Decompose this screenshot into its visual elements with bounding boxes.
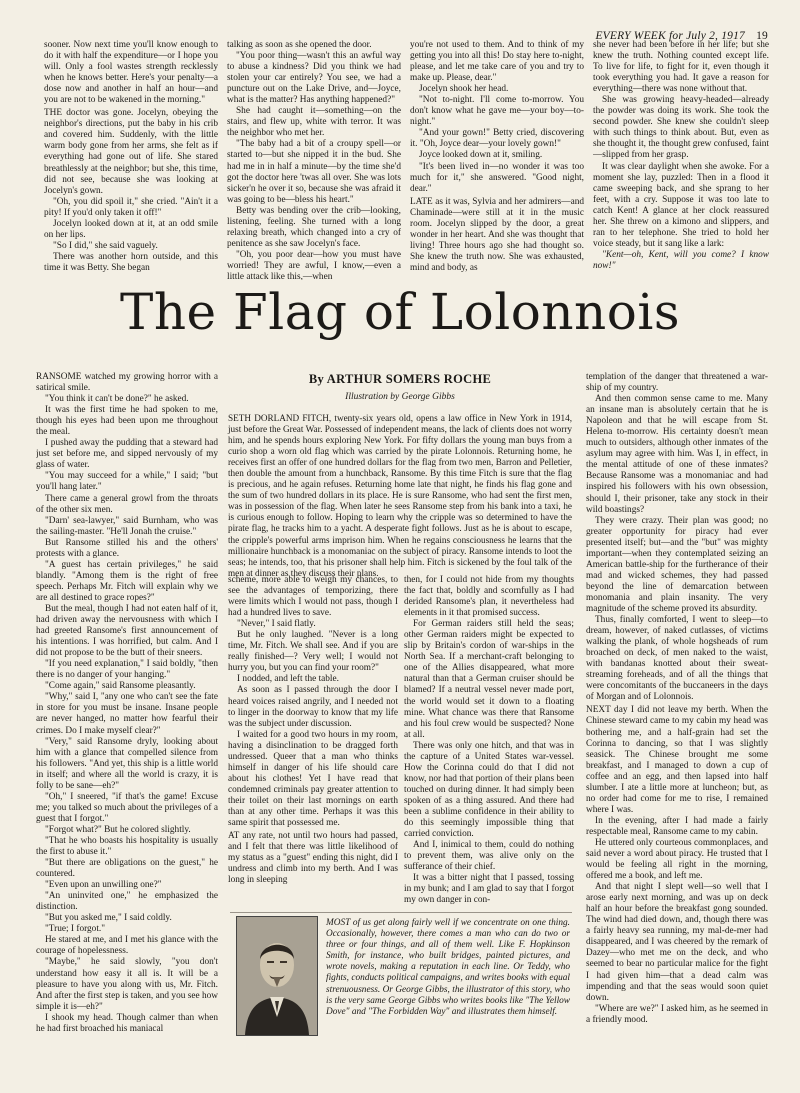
paragraph: talking as soon as she opened the door. — [227, 40, 372, 50]
paragraph: In the evening, after I had made a fairly respectable meal, Ransome came to my cabin. — [586, 815, 768, 837]
top-column-4 — [593, 40, 769, 280]
paragraph: "True; I forgot." — [45, 924, 106, 935]
paragraph: you're not used to them. And to think of my getting you into all this! Do stay here to-night, please, and let me take care of you and try to make up. Please, dear." — [410, 40, 584, 84]
story-column-2 — [228, 575, 398, 910]
paragraph: And I, inimical to them, could do nothing to prevent them, was alive only on the sufferance of their chief. — [404, 840, 574, 873]
paragraph: THE doctor was gone. Jocelyn, obeying the neighbor's directions, put the baby in his crib and covered him. Suddenly, with the little warm body gone from her arms, she felt as if everything had gone out of life. She stared breathlessly at the neighbor; but she, this time, did not see, because she was looking at Jocelyn's gown. — [44, 108, 218, 196]
paragraph: There was another horn outside, and this time it was Betty. She began — [44, 251, 218, 273]
paragraph: "Not to-night. I'll come to-morrow. You don't know what he gave me—your boy—to-night." — [410, 95, 584, 128]
paragraph: "It's been lived in—no wonder it was too much for it," she answered. "Good night, dear." — [410, 161, 584, 194]
paragraph: As soon as I passed through the door I heard voices raised angrily, and I needed not to linger in the doorway to know that my life was the subject under discussion. — [228, 685, 398, 729]
paragraph: AT any rate, not until two hours had passed, and I felt that there was little likelihood of my status as a "guest" ending this night, did I undress and climb into my berth. And I was long in sleeping — [228, 831, 398, 886]
top-column-1 — [44, 40, 218, 280]
author-portrait-photo — [236, 916, 318, 1036]
paragraph: It was the first time he had spoken to me, though his eyes had been upon me throughout the meal. — [36, 405, 218, 438]
paragraph: "Oh," I sneered, "if that's the game! Excuse me; you talked so much about the privileges of a guest that I forgot." — [36, 791, 218, 824]
paragraph: LATE as it was, Sylvia and her admirers—and Chaminade—were still at it in the music room. Jocelyn slipped by the door, a great wonder in her heart. And she was thought that living! Three hours ago she had thought so. She knew the truth now. She was exhausted, mind and body, as — [410, 196, 584, 273]
top-column-3 — [410, 40, 584, 280]
paragraph: templation of the danger that threatened a war-ship of my country. — [586, 372, 768, 394]
illustrator-note — [326, 918, 570, 1018]
paragraph: He uttered only courteous commonplaces, and said never a word about piracy. He trusted that I would be feeling all right in the morning, offered me a book, and left me. — [586, 837, 768, 882]
paragraph: "Very," said Ransome dryly, looking about him with a glance that compelled silence from his followers. "And yet, this ship is a little world in itself; and where all the world is crazy, it is folly to be sane—eh?" — [36, 736, 218, 791]
paragraph: It was clear daylight when she awoke. For a moment she lay, puzzled: Then in a flood it came sweeping back, and she sprang to her feet, with a cry. Suppose it was too late to catch Kent! A glance at her clock reassured her. She threw on a kimono and slippers, and ran to her telephone. She tried to hold her voice steady, but it sang like a lark: — [593, 161, 769, 249]
paragraph: Betty was bending over the crib—looking, listening, feeling. She turned with a long relaxing breath, which changed into a cry of penitence as she saw Jocelyn's face. — [227, 205, 401, 249]
paragraph: I shook my head. Though calmer than when he had first broached his maniacal — [36, 1012, 218, 1034]
paragraph: But he only laughed. "Never is a long time, Mr. Fitch. We shall see. And if you are really finished—? Very well; I would not hurry you, but you can find your room?" — [228, 630, 398, 674]
paragraph: then, for I could not hide from my thoughts the fact that, boldly and scornfully as I had derided Ransome's plan, it nevertheless had elements in it that promised success. — [404, 575, 574, 619]
story-synopsis — [228, 413, 572, 579]
paragraph: "Oh, you poor dear—how you must have worried! They are awful, I know,—even a little attack like this,—when — [227, 249, 401, 280]
paragraph: And then common sense came to me. Many an insane man is absolutely certain that he is Napoleon and that he will escape from St. Helena to-morrow. His certainty doesn't mean much to outsiders, although other inmates of the asylum may agree with him. Was I, in effect, in the mental attitude of one of these inmates? Because Ransome was a monomaniac and had inspired his followers with his own obsession, should I, their prisoner, take any stock in their wild boastings? — [586, 394, 768, 515]
paragraph: Jocelyn looked down at it, at an odd smile on her lips. — [44, 218, 218, 240]
paragraph: "That he who boasts his hospitality is usually the first to abuse it." — [36, 835, 218, 858]
paragraph: I pushed away the pudding that a steward had just set before me, and sipped nervously of my glass of water. — [36, 438, 218, 471]
paragraph: "Even upon an unwilling one?" — [45, 880, 162, 891]
top-column-2 — [227, 40, 401, 280]
paragraph: she never had been before in her life; but she knew the truth. Nothing counted except life. To live for life, to fight for it, even though it took everything you had. It gave a reason for everything—there was none without that. — [593, 40, 769, 95]
paragraph: "But there are obligations on the guest," he countered. — [36, 858, 218, 880]
paragraph: Thus, finally comforted, I went to sleep—to dream, however, of naked cutlasses, of victims walking the plank, of whole hogsheads of rum broached on deck, of men naked to the waist, with bandanas knotted about their sweat-streaming foreheads, and of all the things that were concomitants of the buccaneers in the days of Morgan and of Lolonnois. — [586, 615, 768, 703]
paragraph: sooner. Now next time you'll know enough to do it with half the expenditure—or I hope you will. Only a fool wastes strength recklessly when he knows better. Here's your penalty—a dose now and another in half an hour—and you are not to be wakened in the morning." — [44, 40, 218, 106]
byline: By ARTHUR SOMERS ROCHE — [308, 372, 492, 386]
paragraph: But the meal, though I had not eaten half of it, had driven away the nervousness with which I had greeted Ransome's first announcement of his intentions. I was horrified, but calm. And I did not propose to be the butt of their sneers. — [36, 603, 218, 659]
paragraph: "Oh, you did spoil it," she cried. "Ain't it a pity! If you'd only taken it off!" — [44, 196, 218, 218]
paragraph: "Come again," said Ransome pleasantly. — [45, 681, 196, 692]
paragraph: "The baby had a bit of a croupy spell—or started to—but she nipped it in the bud. She had me in in half a minute—by the time she'd got the doctor here 'twas all over. She was lots sicker'n he over it so, because she was afraid it was going to be—bless his heart." — [227, 139, 401, 205]
paragraph: It was a bitter night that I passed, tossing in my bunk; and I am glad to say that I forgot my own danger in con- — [404, 873, 574, 906]
paragraph: She had caught it—something—on the stairs, and flew up, white with terror. It was the neighbor who met her. — [227, 106, 401, 139]
paragraph: RANSOME watched my growing horror with a satirical smile. — [36, 372, 218, 394]
paragraph: "Where are we?" I asked him, as he seemed in a friendly mood. — [586, 1003, 768, 1025]
portrait-illustration — [237, 917, 317, 1035]
paragraph: "And your gown!" Betty cried, discovering it. "Oh, Joyce dear—your lovely gown!" — [410, 128, 584, 150]
paragraph: They were crazy. Their plan was good; no greater opportunity for piracy had ever presented itself; but—and the "but" was mighty important—when they contemplated seizing an American battle-ship for the furtherance of their mad and wicked schemes, they had passed beyond the line of demarcation between monomania and plain insanity. The very magnitude of the scheme proved its absurdity. — [586, 515, 768, 614]
paragraph: "Why," said I, "any one who can't see the fate in store for you must be insane. Insane people are never hanged, no matter how fearful their crimes. Do I make myself clear?" — [36, 692, 218, 736]
paragraph: There was only one hitch, and that was in the capture of a United States war-vessel. How the Corinna could do that I did not know, nor had that portion of their plans been touched on during dinner. It had simply been spoken of as a thing assured. And there had been a sublime confidence in their ability to do this seemingly impossible thing that carried conviction. — [404, 740, 574, 840]
story-column-1 — [36, 372, 218, 1072]
illustration-credit: Illustration by George Gibbs — [345, 392, 455, 402]
page-number: 19 — [756, 30, 768, 42]
paragraph: "A guest has certain privileges," he said blandly. "Among them is the right of free speech. Perhaps Mr. Fitch will explain why we are all destined to grace ropes?" — [36, 559, 218, 603]
paragraph: Joyce looked down at it, smiling. — [419, 150, 543, 161]
paragraph: "You may succeed for a while," I said; "but you'll hang later." — [36, 471, 218, 493]
note-text: MOST of us get along fairly well if we concentrate on one thing. Occasionally, however, there comes a man who can do two or three or four things, and all of them well. Like F. Hopkinson Smith, for instance, who built bridges, painted pictures, and wrote novels, making a reputation in each line. Or Teddy, who fights, conducts political campaigns, and writes books with equal strenuousness. Or George Gibbs, the illustrator of this story, who is the very same George Gibbs who writes books like "The Yellow Dove" and "The Forbidden Way" and illustrates them himself. — [326, 918, 570, 1017]
paragraph: "Never," I said flatly. — [237, 619, 316, 630]
paragraph: scheme, more able to weigh my chances, to see the advantages of temporizing, there were limits which I would not pass, though I had a hundred lives to save. — [228, 575, 398, 619]
paragraph: "So I did," she said vaguely. — [53, 240, 158, 251]
story-column-3 — [404, 575, 574, 910]
paragraph: "Kent—oh, Kent, will you come? I know now!" — [593, 249, 769, 271]
paragraph: "You think it can't be done?" he asked. — [45, 394, 189, 405]
paragraph: "Forgot what?" But he colored slightly. — [45, 824, 191, 835]
paragraph: "You poor thing—wasn't this an awful way to abuse a kindness? Did you think we had stolen your car entirely? You see, we had a puncture out on the Lake Drive, and—Joyce, what is the matter? Has anything happened?" — [227, 51, 401, 106]
issue-date: for July 2, 1917 — [668, 30, 746, 42]
paragraph: "Maybe," he said slowly, "you don't understand how easy it all is. It will be a pleasure to have you along with us, Mr. Fitch. And after the first step is taken, and you see how simple it is—eh?" — [36, 957, 218, 1012]
paragraph: "But you asked me," I said coldly. — [45, 913, 172, 924]
story-column-4 — [586, 372, 768, 1072]
paragraph: Jocelyn shook her head. — [419, 84, 509, 95]
paragraph: She was growing heavy-headed—already the powder was doing its work. She took the second powder. She knew she couldn't sleep with such things to think about. But, even as she thought it, the thought grew confused, faint—slipped from her grasp. — [593, 95, 769, 161]
magazine-name: EVERY WEEK — [595, 30, 666, 42]
paragraph: For German raiders still held the seas; other German raiders might be expected to slip by Britain's cordon of war-ships in the North Sea. If a merchant-craft belonging to one of the Allies disappeared, what more natural than that a German cruiser should be blamed? If a neutral vessel never made port, the world would set it down to a floating mine. What chance was there that Ransome and his foul crew would be suspected? None at all. — [404, 619, 574, 740]
paragraph: And that night I slept well—so well that I arose early next morning, and was up on deck half an hour before the breakfast gong sounded. The wind had died down, and, though there was a fairly heavy sea running, my mal-de-mer had disappeared, and I was cheered by the remark of Dazey—who met me on the deck, and who seemed to bear no particular malice for the fight I had given him—that a dead calm was impending and that the seas would soon quiet down. — [586, 882, 768, 1003]
paragraph: I nodded, and left the table. — [237, 674, 339, 685]
story-title: The Flag of Lolonnois — [120, 283, 680, 341]
synopsis-text: SETH DORLAND FITCH, twenty-six years old, opens a law office in New York in 1914, just before the Great War. Possessed of independent means, the lack of clients does not worry him, and he spends hours exploring New York. For fifty dollars the young man buys from a curio shop a worn old flag which was carried by the pirate Lolonnois. Returning home, he receives first an offer of one hundred dollars for the flag from two men, Barron and Pelletier, then double the amount from a hunchback, Ransome. By this time Fitch is sure that the flag is precious, and he again refuses. Returning home late that night, he finds his flag gone and the sum of two hundred dollars in its place. He is sure Ransome, who had sent the first men, was in possession of the flag. When later he sees Ransome step from his bank into a taxi, he is curious enough to follow. Hoping to learn why the cripple was so determined to have the pirate flag, he tracks him to a yacht. A desperate fight follows. Just as he is about to escape, the cripple's powerful arms imprison him. When he regains consciousness he learns that the millionaire hunchback is a monomaniac on the subject of piracy. Ransome intends to loot the seas; he intends, too, that his prisoner shall help him. Fitch is sickened by the foul talk of the men at dinner as they discuss their plans. — [228, 413, 572, 578]
paragraph: "An uninvited one," he emphasized the distinction. — [36, 891, 218, 913]
paragraph: "Darn' sea-lawyer," said Burnham, who was the sailing-master. "He'll Jonah the cruise." — [36, 515, 218, 537]
paragraph: There came a general growl from the throats of the other six men. — [36, 493, 218, 515]
box-rule-top — [230, 912, 572, 913]
paragraph: But Ransome stilled his and the others' protests with a glance. — [36, 537, 218, 559]
paragraph: He stared at me, and I met his glance with the courage of hopelessness. — [36, 935, 218, 957]
paragraph: "If you need explanation," I said boldly, "then there is no danger of your hanging." — [36, 659, 218, 681]
paragraph: NEXT day I did not leave my berth. When the Chinese steward came to my cabin my head was bothering me, and a half-grain had set the Corinna to dancing, so that I was slightly seasick. The Chinese brought me some breakfast, and I managed to down a cup of coffee and an egg, and then lapsed into half slumber. I ate a little more at luncheon; but, as no order had come for me to rise, I remained where I was. — [586, 705, 768, 815]
paragraph: I waited for a good two hours in my room, having a disinclination to be dragged forth undressed. Queer that a man who thinks himself in danger of his life should care about his clothes! Yet I have read that condemned criminals pay greater attention to their toilet on their last mornings on earth than at any other time. Perhaps it was this same spirit that possessed me. — [228, 729, 398, 829]
